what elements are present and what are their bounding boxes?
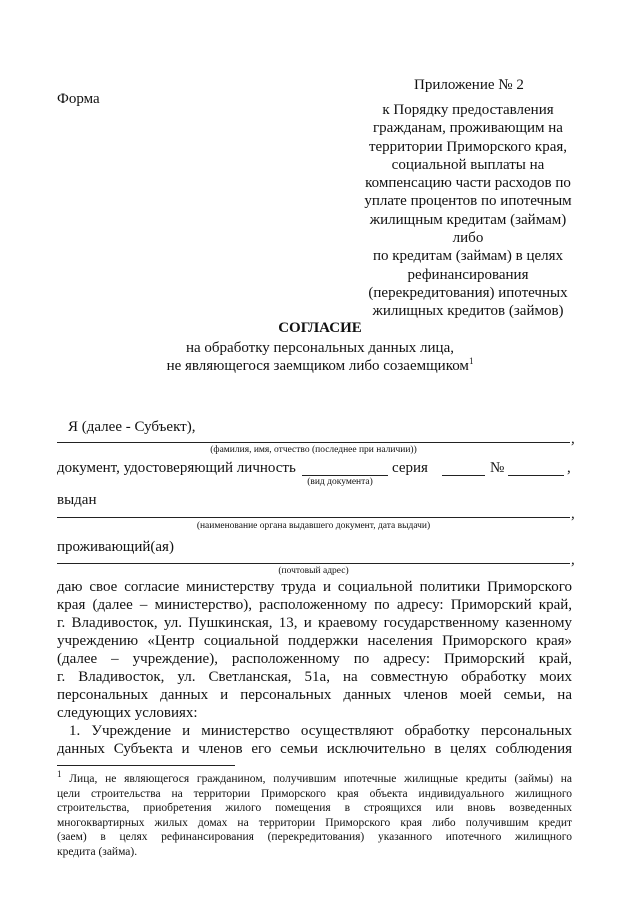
footnote	[57, 769, 572, 859]
number-label: №	[490, 460, 505, 476]
annex-line: компенсацию части расходов по	[365, 175, 571, 192]
comma: ,	[571, 506, 575, 522]
consent-line: (далее – учреждение), расположенному по адресу: Приморский край,	[57, 651, 572, 667]
footnote-line: строительства, приобретения жилого помещения в строящихся или вновь возведенных	[57, 802, 572, 814]
annex-line: по кредитам (займам) в целях	[372, 248, 564, 265]
footnote-line: (заем) в целях рефинансирования (перекредитования) указанного ипотечного жилищного	[57, 831, 572, 843]
series-label: серия	[392, 460, 428, 476]
annex-line: жилищным кредитам (займам) либо	[369, 211, 567, 247]
footnote-line: кредита (займа).	[57, 845, 138, 858]
annex-line: рефинансирования	[407, 266, 529, 283]
consent-line: учреждению «Центр социальной поддержки населения Приморского края»	[57, 633, 572, 649]
issuer-hint: (наименование органа выдавшего документ, дата выдачи)	[196, 521, 431, 531]
item-1-line: 1. Учреждение и министерство осуществляют обработку персональных	[69, 723, 572, 739]
title-line-1: на обработку персональных данных лица,	[185, 340, 454, 356]
subject-prefix: Я (далее - Субъект),	[68, 419, 196, 435]
fio-hint: (фамилия, имя, отчество (последнее при наличии))	[210, 445, 417, 455]
annex-line: (перекредитования) ипотечных	[368, 284, 568, 301]
footnote-mark: 1	[57, 769, 62, 780]
footnote-reference: 1	[468, 356, 474, 366]
document-label: документ, удостоверяющий личность	[57, 460, 296, 476]
footnote-line: цели строительства на территории Приморского края объекта индивидуального жилищного	[57, 787, 572, 800]
document-type-hint: (вид документа)	[307, 477, 373, 487]
footnote-separator	[57, 765, 235, 766]
annex-line: территории Приморского края,	[368, 138, 568, 155]
address-field-line[interactable]	[57, 563, 570, 564]
annex-reference	[358, 101, 578, 321]
annex-line: уплате процентов по ипотечным	[364, 193, 572, 210]
title-line-2-text: не являющегося заемщиком либо созаемщиком	[166, 358, 469, 374]
series-field-line[interactable]	[442, 475, 485, 476]
consent-line: г. Владивосток, ул. Светланская, 51а, на совместную обработку моих	[57, 669, 572, 685]
annex-line: гражданам, проживающим на	[373, 120, 563, 137]
footnote-line	[57, 769, 572, 787]
title-line-2	[0, 357, 640, 375]
residing-label: проживающий(ая)	[57, 539, 174, 555]
annex-line: социальной выплаты на	[391, 156, 545, 173]
annex-label: Приложение № 2	[414, 77, 524, 93]
document-title: СОГЛАСИЕ	[278, 320, 362, 336]
consent-line: г. Владивосток, ул. Пушкинская, 13, и краевому государственному казенному	[57, 615, 572, 631]
consent-paragraph	[57, 578, 572, 722]
issuer-field-line[interactable]	[57, 517, 570, 518]
document-type-field-line[interactable]	[302, 475, 388, 476]
consent-line: края (далее – министерство), расположенному по адресу: Приморский край,	[57, 597, 572, 613]
consent-line: персональных данных и персональных данных членов моей семьи, на	[57, 687, 572, 703]
consent-line: следующих условиях:	[57, 705, 198, 721]
footnote-line: многоквартирных жилых домах на территории Приморского края либо получившим кредит	[57, 816, 572, 829]
comma: ,	[571, 552, 575, 568]
issued-label: выдан	[57, 492, 97, 508]
address-hint: (почтовый адрес)	[278, 566, 349, 576]
number-field-line[interactable]	[508, 475, 564, 476]
footnote-line-text: Лица, не являющегося гражданином, получившим ипотечные жилищные кредиты (займы) на	[69, 773, 572, 785]
comma: ,	[567, 460, 571, 476]
item-1-paragraph	[57, 722, 572, 758]
comma: ,	[571, 431, 575, 447]
annex-line: жилищных кредитов (займов)	[372, 303, 564, 320]
annex-line: к Порядку предоставления	[382, 102, 554, 118]
form-label: Форма	[57, 91, 100, 107]
consent-line: даю свое согласие министерству труда и социальной политики Приморского	[57, 579, 572, 595]
item-1-line: данных Субъекта и членов его семьи исключительно в целях соблюдения	[57, 741, 572, 757]
fio-field-line[interactable]	[57, 442, 570, 443]
